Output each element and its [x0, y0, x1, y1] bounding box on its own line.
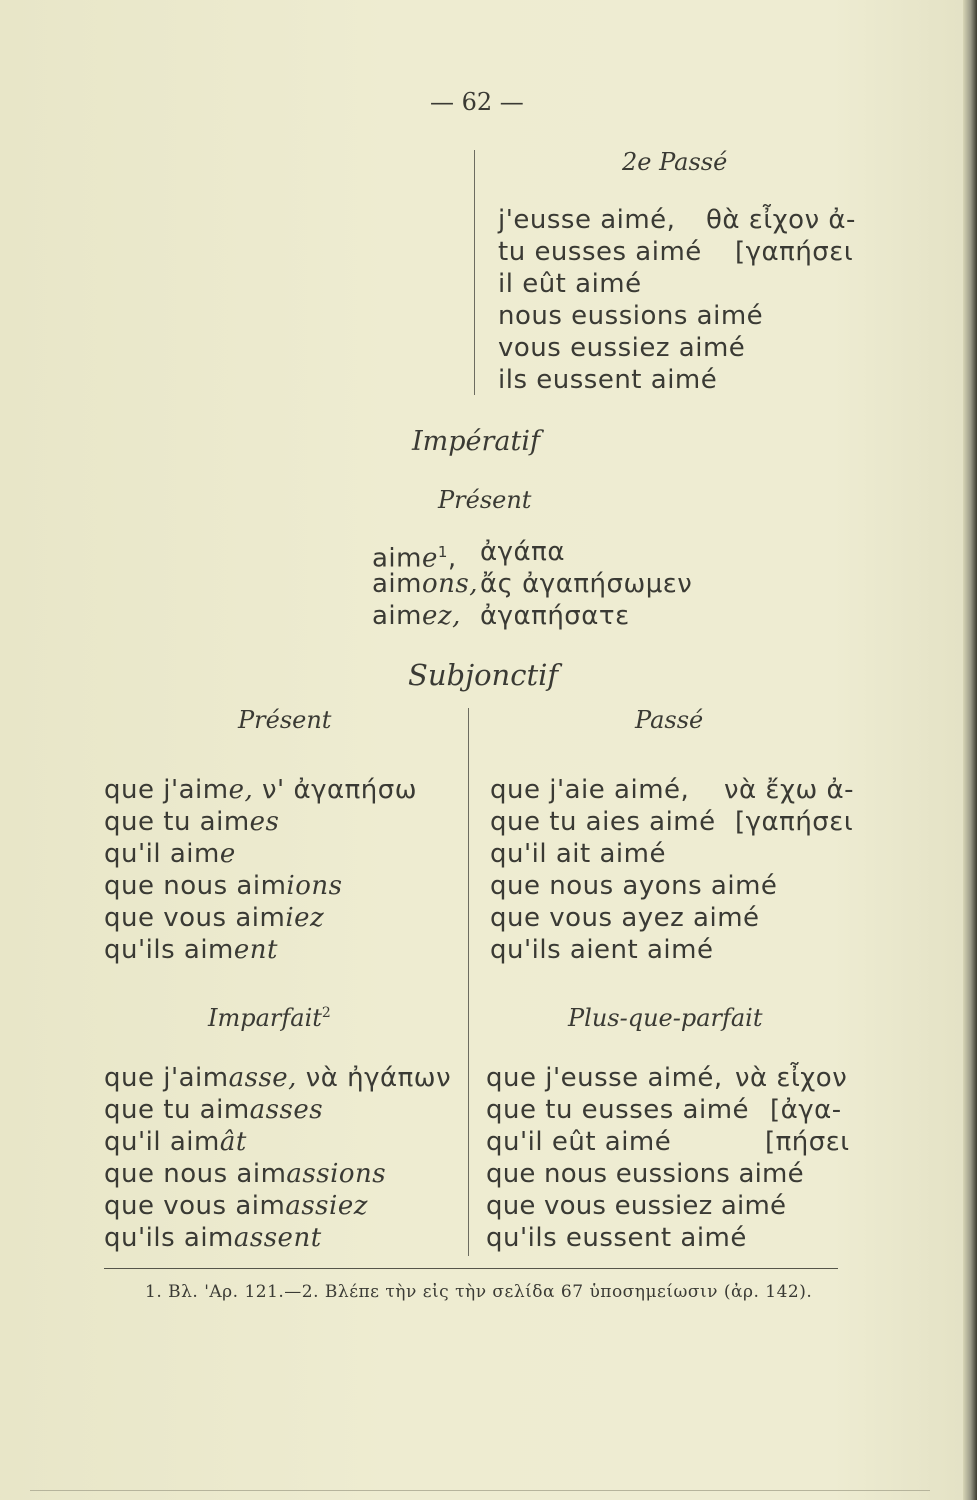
ending: ât: [219, 1127, 247, 1157]
column-divider: [474, 150, 475, 395]
imperatif-present-title: Présent: [438, 486, 532, 514]
ending: ons,: [421, 569, 478, 599]
conjugation-row: [104, 1222, 322, 1254]
ending: iez: [285, 903, 325, 933]
conjugation-row: [104, 1126, 247, 1158]
conjugation-row: [104, 838, 236, 870]
conjugation-row: [104, 806, 279, 838]
ending: asse,: [228, 1063, 297, 1093]
conjugation-row: que nous eussions aimé: [486, 1159, 804, 1189]
conjugation-row: que nous ayons aimé: [490, 871, 778, 901]
conjugation-row: que vous eussiez aimé: [486, 1191, 787, 1221]
stem: qu'ils aim: [104, 1223, 234, 1253]
conjugation-row: qu'il eût aimé: [486, 1127, 672, 1157]
french-text: j'eusse aimé,: [498, 205, 676, 235]
greek-text: νὰ εἶχον: [735, 1063, 848, 1093]
ending: e,: [228, 775, 254, 805]
imperatif-title: Impératif: [412, 426, 541, 457]
greek-text: [γαπήσει: [735, 237, 854, 267]
conjugation-row: qu'ils aient aimé: [490, 935, 714, 965]
column-divider: [468, 708, 469, 1256]
greek-text: [γαπήσει: [735, 807, 854, 837]
stem: que j'aim: [104, 1063, 229, 1093]
conjugation-row: que tu aies aimé: [490, 807, 716, 837]
ending: assions: [286, 1159, 387, 1189]
stem: qu'il aim: [104, 839, 220, 869]
conjugation-row: que tu eusses aimé: [486, 1095, 750, 1125]
imperatif-row: [372, 600, 461, 632]
second-passe-title: 2e Passé: [622, 148, 728, 176]
greek-text: νὰ ἠγάπων: [305, 1063, 452, 1093]
stem: aim: [372, 601, 422, 631]
subj-present-title: Présent: [238, 706, 332, 734]
conjugation-row: [104, 934, 278, 966]
ending: es: [249, 807, 280, 837]
stem: que tu aim: [104, 1095, 250, 1125]
conjugation-row: que vous ayez aimé: [490, 903, 760, 933]
second-passe-line: il eût aimé: [498, 269, 642, 299]
greek-text: ἀγάπα: [480, 537, 565, 567]
conjugation-row: [104, 1190, 368, 1222]
footnote-ref: 2: [321, 1005, 331, 1021]
greek-text: [πήσει: [765, 1127, 850, 1157]
footnote-rule: [104, 1268, 838, 1269]
greek-text: θὰ εἶχον ἀ-: [706, 205, 856, 235]
second-passe-line: tu eusses aimé: [498, 237, 702, 267]
ending: ions: [286, 871, 343, 901]
title-text: Imparfait: [208, 1004, 322, 1032]
stem: que j'aim: [104, 775, 229, 805]
conjugation-row: [104, 1158, 386, 1190]
conjugation-row: [104, 1062, 451, 1094]
greek-text: [ἀγα-: [770, 1095, 842, 1125]
page-number: — 62 —: [430, 88, 524, 116]
second-passe-line: vous eussiez aimé: [498, 333, 746, 363]
greek-text: ν' ἀγαπήσω: [262, 775, 418, 805]
greek-text: ἀγαπήσατε: [480, 601, 630, 631]
stem: que vous aim: [104, 903, 286, 933]
stem: que vous aim: [104, 1191, 286, 1221]
second-passe-line: [498, 204, 675, 236]
stem: qu'il aim: [104, 1127, 220, 1157]
imperatif-row: [372, 568, 478, 600]
greek-text: ἄς ἀγαπήσωμεν: [480, 569, 693, 599]
conjugation-row: [104, 774, 417, 806]
conjugation-row: [104, 870, 342, 902]
ending: asses: [249, 1095, 324, 1125]
subjonctif-title: Subjonctif: [408, 658, 559, 692]
conjugation-row: [104, 1094, 323, 1126]
conjugation-row: qu'il ait aimé: [490, 839, 666, 869]
footnote: 1. Βλ. 'Αρ. 121.—2. Βλέπε τὴν εἰς τὴν σελίδα 67 ὑποσημείωσιν (ἀρ. 142).: [145, 1282, 813, 1302]
stem: que nous aim: [104, 1159, 287, 1189]
second-passe-line: nous eussions aimé: [498, 301, 764, 331]
conjugation-row: [104, 902, 324, 934]
conjugation-row: que j'aie aimé,: [490, 775, 690, 805]
ending: ez,: [421, 601, 461, 631]
punct: ,: [447, 543, 457, 574]
second-passe-line: ils eussent aimé: [498, 365, 718, 395]
stem: aim: [372, 569, 422, 599]
conjugation-row: qu'ils eussent aimé: [486, 1223, 747, 1253]
ending: assent: [233, 1223, 322, 1253]
footnote-ref: 1: [437, 543, 448, 561]
ending: e: [421, 543, 438, 574]
conjugation-row: que j'eusse aimé,: [486, 1063, 723, 1093]
subj-imparfait-title: [208, 1004, 331, 1032]
ending: e: [219, 839, 236, 869]
subj-passe-title: Passé: [635, 706, 704, 734]
stem: aim: [372, 543, 422, 574]
stem: que nous aim: [104, 871, 287, 901]
greek-text: νὰ ἔχω ἀ-: [724, 775, 855, 805]
ending: assiez: [285, 1191, 368, 1221]
bottom-edge-line: [30, 1490, 930, 1491]
ending: ent: [233, 935, 278, 965]
stem: que tu aim: [104, 807, 250, 837]
stem: qu'ils aim: [104, 935, 234, 965]
subj-pqp-title: Plus-que-parfait: [568, 1004, 763, 1032]
page-edge: [963, 0, 977, 1500]
